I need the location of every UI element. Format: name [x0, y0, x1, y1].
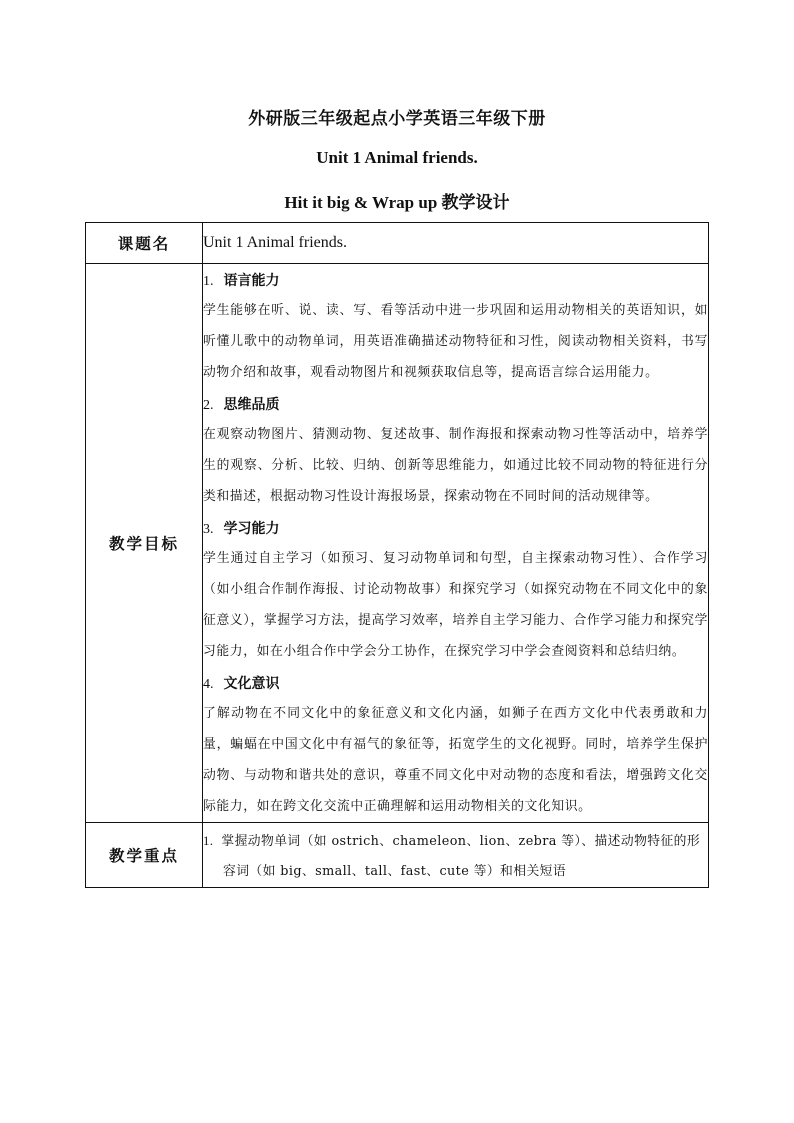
- lesson-plan-table: [85, 222, 709, 888]
- topic-value: Unit 1 Animal friends.: [203, 223, 709, 264]
- goal-text-culture: 了解动物在不同文化中的象征意义和文化内涵，如狮子在西方文化中代表勇敢和力量，蝙蝠在中国文化中有福气的象征等，拓宽学生的文化视野。同时，培养学生保护动物、与动物和谐共处的意识，尊重不同文化中对动物的态度和看法，增强跨文化交际能力，如在跨文化交流中正确理解和运用动物相关的文化知识。: [203, 706, 708, 814]
- key-points-content: [203, 823, 709, 888]
- key-point-item: 1. 掌握动物单词（如 ostrich、chameleon、lion、zebra 等）、描述动物特征的形容词（如 big、small、tall、fast、cute 等）和相关短语: [203, 833, 701, 879]
- goals-label: 教学目标: [86, 264, 203, 823]
- table-row-key-points: [86, 823, 709, 888]
- key-points-label: 教学重点: [86, 823, 203, 888]
- table-row-goals: [86, 264, 709, 823]
- table-row-topic: [86, 223, 709, 264]
- goals-content: [203, 264, 709, 823]
- goal-heading-learning: 3. 学习能力: [203, 521, 280, 537]
- goal-heading-language: 1. 语言能力: [203, 273, 280, 289]
- lesson-subtitle: Hit it big & Wrap up 教学设计: [284, 193, 510, 212]
- topic-label: 课题名: [86, 223, 203, 264]
- goal-text-language: 学生能够在听、说、读、写、看等活动中进一步巩固和运用动物相关的英语知识，如听懂儿歌中的动物单词，用英语准确描述动物特征和习性，阅读动物相关资料，书写动物介绍和故事，观看动物图片和视频获取信息等，提高语言综合运用能力。: [203, 303, 708, 380]
- goal-heading-thinking: 2. 思维品质: [203, 397, 280, 413]
- document-title: 外研版三年级起点小学英语三年级下册: [248, 109, 546, 129]
- goal-text-learning: 学生通过自主学习（如预习、复习动物单词和句型，自主探索动物习性）、合作学习（如小组合作制作海报、讨论动物故事）和探究学习（如探究动物在不同文化中的象征意义），掌握学习方法，提高学习效率，培养自主学习能力、合作学习能力和探究学习能力，如在小组合作中学会分工协作，在探究学习中学会查阅资料和总结归纳。: [203, 551, 708, 659]
- goal-heading-culture: 4. 文化意识: [203, 676, 280, 692]
- unit-title: Unit 1 Animal friends.: [316, 148, 478, 167]
- goal-text-thinking: 在观察动物图片、猜测动物、复述故事、制作海报和探索动物习性等活动中，培养学生的观察、分析、比较、归纳、创新等思维能力，如通过比较不同动物的特征进行分类和描述，根据动物习性设计海报场景，探索动物在不同时间的活动规律等。: [203, 427, 708, 504]
